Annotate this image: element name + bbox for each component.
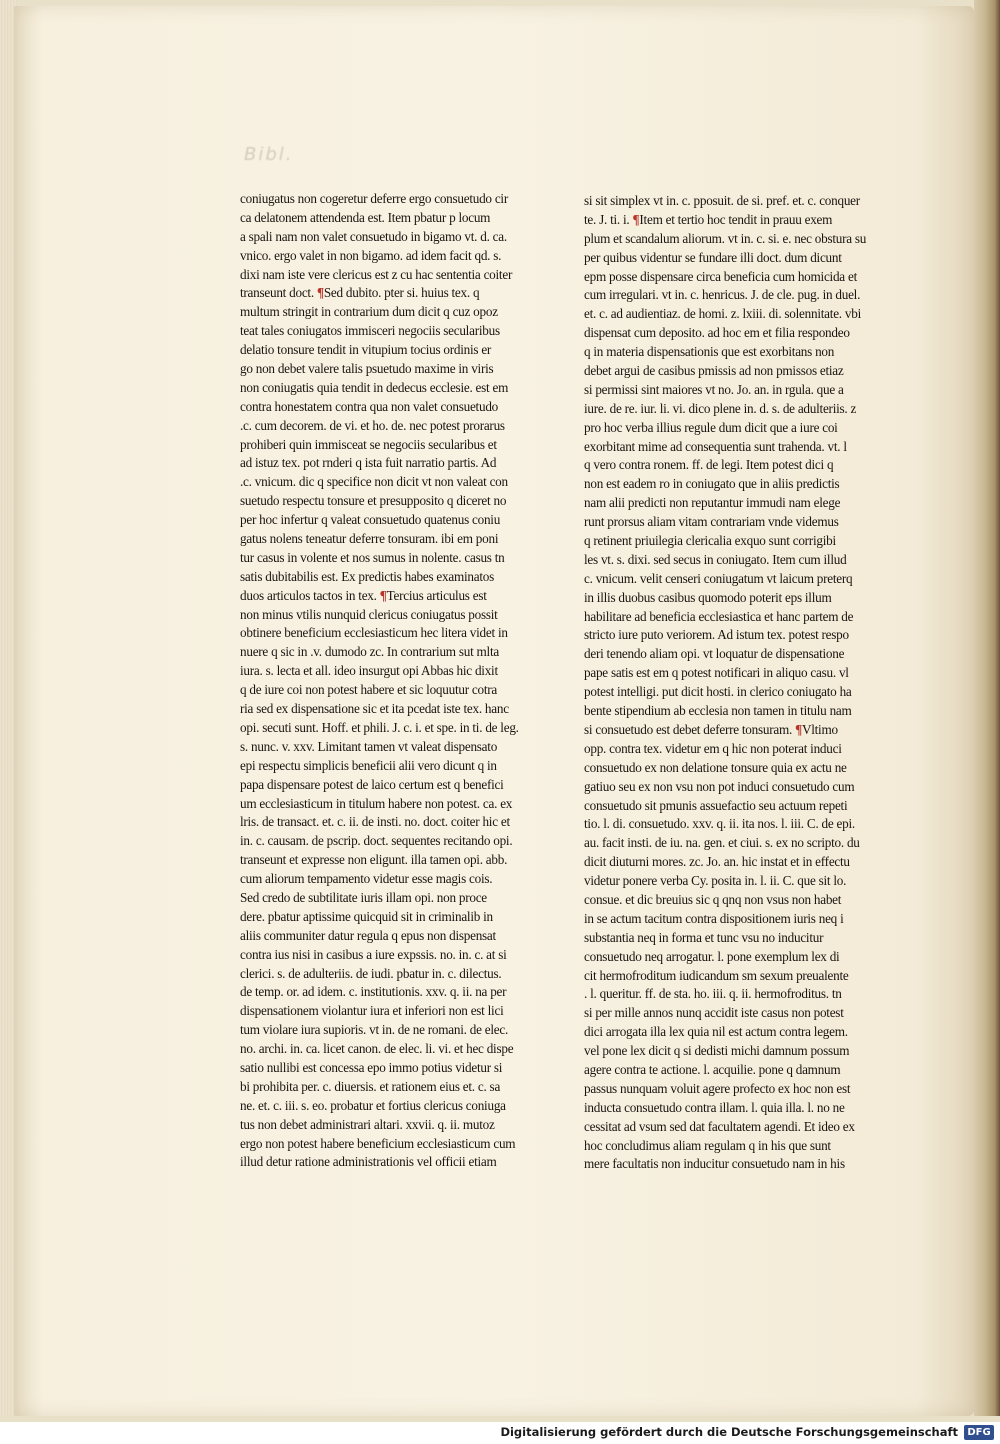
text-line: vnico. ergo valet in non bigamo. ad idem facit qd. s. <box>240 247 502 263</box>
text-line: c. vnicum. velit censeri coniugatum vt laicum preterq <box>584 570 853 586</box>
text-line: cessitat ad vsum sed dat facultatem agendi. Et ideo ex <box>584 1118 855 1134</box>
text-line: potest intelligi. put dicit hosti. in clerico coniugato ha <box>584 684 852 700</box>
text-line: gatiuo seu ex non vsu non pot induci consuetudo cum <box>584 778 855 794</box>
text-line: non minus vtilis nunquid clericus coniugatus possit <box>240 606 498 622</box>
text-line: lris. de transact. et. c. ii. de insti. no. doct. coiter hic et <box>240 814 510 830</box>
text-line: clerici. s. de adulteriis. de iudi. pbatur in. c. dilectus. <box>240 965 502 981</box>
text-line: agere contra te actione. l. acquilie. pone q damnum <box>584 1061 841 1077</box>
text-line: aliis communiter datur regula q epus non dispensat <box>240 927 496 943</box>
rubric-paragraph-mark: ¶ <box>379 587 387 603</box>
text-line: consue. et dic breuius sic q qnq non vsus non habet <box>584 891 842 907</box>
text-line: teat tales coniugatos immisceri negociis secularibus <box>240 323 500 339</box>
text-line: . l. queritur. ff. de sta. ho. iii. q. ii. hermofroditus. tn <box>584 986 842 1002</box>
text-line: tum violare iura supioris. vt in. de ne romani. de elec. <box>240 1022 508 1038</box>
text-line: consuetudo ex non delatione tonsure quia ex actu ne <box>584 759 847 775</box>
text-line: si permissi sint maiores vt no. Jo. an. in rgula. que a <box>584 381 844 397</box>
text-line: ca delatonem attendenda est. Item pbatur p locum <box>240 209 491 225</box>
text-line: de temp. or. ad idem. c. institutionis. xxv. q. ii. na per <box>240 984 507 1000</box>
text-line: pape satis est em q potest notificari in aliquo casu. vl <box>584 665 849 681</box>
text-line: iura. s. lecta et all. ideo insurgut opi Abbas hic dixit <box>240 663 498 679</box>
text-line: dicit diuturni mores. zc. Jo. an. hic instat et in effectu <box>584 854 850 870</box>
text-line: prohiberi quin immisceat se negociis secularibus et <box>240 436 497 452</box>
text-line: epi respectu simplicis beneficii alii vero dicunt q in <box>240 757 497 773</box>
text-line: hoc concludimus aliam regulam q in his que sunt <box>584 1137 831 1153</box>
text-line: nam alii predicti non reputantur immudi nam elege <box>584 495 841 511</box>
text-line: transeunt doct. ¶Sed dubito. pter si. huius tex. q <box>240 285 480 301</box>
text-line: habilitare ad beneficia ecclesiastica et hanc partem de <box>584 608 854 624</box>
dfg-logo-icon: DFG <box>964 1425 994 1440</box>
text-line: .c. cum decorem. de vi. et ho. de. nec potest prorarus <box>240 417 505 433</box>
text-line: q de iure coi non potest habere et sic loquutur cotra <box>240 682 498 698</box>
rubric-paragraph-mark: ¶ <box>316 285 324 301</box>
text-line: videtur ponere verba Cy. posita in. l. ii. C. que sit lo. <box>584 873 847 889</box>
text-line: illud detur ratione administrationis vel officii etiam <box>240 1154 497 1170</box>
rubric-paragraph-mark: ¶ <box>632 211 640 227</box>
rubric-paragraph-mark: ¶ <box>795 721 802 737</box>
text-line: papa dispensare potest de laico certum est q benefici <box>240 776 504 792</box>
text-line: obtinere beneficium ecclesiasticum hec litera videt in <box>240 625 508 641</box>
text-line: contra ius nisi in casibus a iure expssis. no. in. c. at si <box>240 946 507 962</box>
text-line: opp. contra tex. videtur em q hic non poterat induci <box>584 740 842 756</box>
text-line: bente stipendium ab ecclesia non tamen in titulu nam <box>584 703 852 719</box>
text-line: go non debet valere talis psuetudo maxime in viris <box>240 361 494 377</box>
text-line: passus nunquam voluit agere profecto ex hoc non est <box>584 1080 851 1096</box>
text-line: satis dubitabilis est. Ex predictis habes examinatos <box>240 568 494 584</box>
text-line: tus non debet administrari altari. xxvii. q. ii. mutoz <box>240 1116 495 1132</box>
text-line: consuetudo neq arrogatur. l. pone exemplum lex di <box>584 948 840 964</box>
text-line: nuere q sic in .v. dumodo zc. In contrarium sut mlta <box>240 644 499 660</box>
text-line: s. nunc. v. xxv. Limitant tamen vt valeat dispensato <box>240 738 498 754</box>
text-line: delatio tonsure tendit in vitupium tocius ordinis er <box>240 342 492 358</box>
text-line: multum stringit in contrarium dum dicit q cuz opoz <box>240 304 498 320</box>
text-line: ria sed ex dispensatione sic et ita pcedat iste tex. hanc <box>240 701 509 717</box>
footer-bar <box>0 1422 1000 1444</box>
text-line: dispensat cum deposito. ad hoc em et filia respondeo <box>584 325 850 341</box>
text-column-right <box>584 192 888 1174</box>
text-line: ne. et. c. iii. s. eo. probatur et fortius clericus coniuga <box>240 1097 506 1113</box>
text-line: ergo non potest habere beneficium ecclesiasticum cum <box>240 1135 516 1151</box>
text-line: in illis duobus casibus quomodo poterit eps illum <box>584 589 832 605</box>
text-line: exorbitant mime ad consequentia sunt trahenda. vt. l <box>584 438 847 454</box>
text-line: no. archi. in. ca. licet canon. de elec. li. vi. et hec dispe <box>240 1041 514 1057</box>
text-line: .c. vnicum. dic q specifice non dicit vt non valeat con <box>240 474 508 490</box>
text-line: contra honestatem contra qua non valet consuetudo <box>240 398 499 414</box>
text-line: te. J. ti. i. ¶Item et tertio hoc tendit in prauu exem <box>584 211 833 227</box>
text-line: iure. de re. iur. li. vi. dico plene in. d. s. de adulteriis. z <box>584 400 857 416</box>
text-line: dici arrogata illa lex quia nil est actum contra legem. <box>584 1024 848 1040</box>
book-spine-shadow <box>974 0 1000 1416</box>
text-line: per hoc infertur q valeat consuetudo quatenus coniu <box>240 512 501 528</box>
text-line: epm posse dispensare circa beneficia cum homicida et <box>584 268 857 284</box>
text-column-left <box>240 190 552 1172</box>
text-line: tio. l. di. consuetudo. xxv. q. ii. ita nos. l. iii. C. de epi. <box>584 816 855 832</box>
text-line: dixi nam iste vere clericus est z cu hac sententia coiter <box>240 266 513 282</box>
text-line: consuetudo sit pmunis assuefactio seu actuum repeti <box>584 797 848 813</box>
text-line: duos articulos tactos in tex. ¶Tercius articulus est <box>240 587 487 603</box>
text-line: au. facit insti. de iu. na. gen. et ciui. s. ex no scripto. du <box>584 835 860 851</box>
text-line: coniugatus non cogeretur deferre ergo consuetudo cir <box>240 191 508 206</box>
text-line: pro hoc verba illius regule dum dicit que a iure coi <box>584 419 838 435</box>
text-line: stricto iure puto veriorem. Ad istum tex. potest respo <box>584 627 849 643</box>
library-stamp: Bibl. <box>244 144 294 165</box>
text-line: deri tenendo aliam opi. vt loquatur de dispensatione <box>584 646 845 662</box>
text-line: satio nullibi est concessa epo immo potius videtur si <box>240 1059 503 1075</box>
text-line: ad istuz tex. pot rnderi q ista fuit narratio partis. Ad <box>240 455 497 471</box>
text-line: plum et scandalum aliorum. vt in. c. si. e. nec obstura su <box>584 230 867 246</box>
text-line: si per mille annos nunq accidit iste casus non potest <box>584 1005 844 1021</box>
text-line: gatus nolens teneatur deferre tonsuram. ibi em poni <box>240 531 499 547</box>
text-line: runt prorsus aliam vitam contrariam vnde videmus <box>584 514 839 530</box>
text-line: Sed credo de subtilitate iuris illam opi. non proce <box>240 889 487 905</box>
text-line: non est eadem ro in coniugato que in aliis predictis <box>584 476 840 492</box>
text-line: cit hermofroditum iudicandum sm sexum preualente <box>584 967 849 983</box>
text-line: q retinent priuilegia clericalia exquo sunt corrigibi <box>584 533 836 549</box>
text-line: opi. secuti sunt. Hoff. et phili. J. c. i. et spe. in ti. de leg. <box>240 719 519 735</box>
funding-credit: Digitalisierung gefördert durch die Deutsche Forschungsgemeinschaft <box>500 1425 958 1439</box>
text-line: inducta consuetudo contra illam. l. quia illa. l. no ne <box>584 1099 845 1115</box>
text-line: substantia neq in forma et tunc vsu no inducitur <box>584 929 824 945</box>
text-line: debet argui de casibus pmissis ad non pmissos etiaz <box>584 363 844 379</box>
text-line: les vt. s. dixi. sed secus in coniugato. Item cum illud <box>584 551 847 567</box>
text-line: in se actum tacitum contra dispositionem iuris neq i <box>584 910 844 926</box>
text-line: in. c. causam. de pscrip. doct. sequentes recitando opi. <box>240 833 513 849</box>
text-line: a spali nam non valet consuetudo in bigamo vt. d. ca. <box>240 228 507 244</box>
text-line: cum irregulari. vt in. c. henricus. J. de cle. pug. in duel. <box>584 287 861 303</box>
text-line: um ecclesiasticum in titulum habere non potest. ca. ex <box>240 795 513 811</box>
text-line: bi prohibita per. c. diuersis. et rationem eius et. c. sa <box>240 1078 501 1094</box>
text-line: transeunt et expresse non eligunt. illa tamen opi. abb. <box>240 852 508 868</box>
text-line: vel pone lex dicit q si dedisti michi damnum possum <box>584 1043 850 1059</box>
text-line: tur casus in volente et nos sumus in nolente. casus tn <box>240 549 505 565</box>
text-line: non coniugatis quia tendit in dedecus ecclesie. est em <box>240 379 509 395</box>
text-line: si consuetudo est debet deferre tonsuram. ¶Vltimo <box>584 721 838 737</box>
text-line: per quibus videntur se fundare illi doct. dum dicunt <box>584 249 842 265</box>
text-line: et. c. ad audientiaz. de homi. z. lxiii. di. solennitate. vbi <box>584 306 861 322</box>
text-line: si sit simplex vt in. c. pposuit. de si. pref. et. c. conquer <box>584 193 860 208</box>
text-line: dispensationem violantur iura et inferiori non est lici <box>240 1003 504 1019</box>
text-line: q in materia dispensationis que est exorbitans non <box>584 344 835 360</box>
text-line: mere facultatis non inducitur consuetudo nam in his <box>584 1156 845 1172</box>
text-line: dere. pbatur aptissime quicquid sit in criminalib in <box>240 908 493 924</box>
text-line: q vero contra ronem. ff. de legi. Item potest dici q <box>584 457 834 473</box>
text-line: cum aliorum tempamento videtur esse magis cois. <box>240 871 493 887</box>
text-line: suetudo respectu tonsure et presupposito q diceret no <box>240 493 507 509</box>
